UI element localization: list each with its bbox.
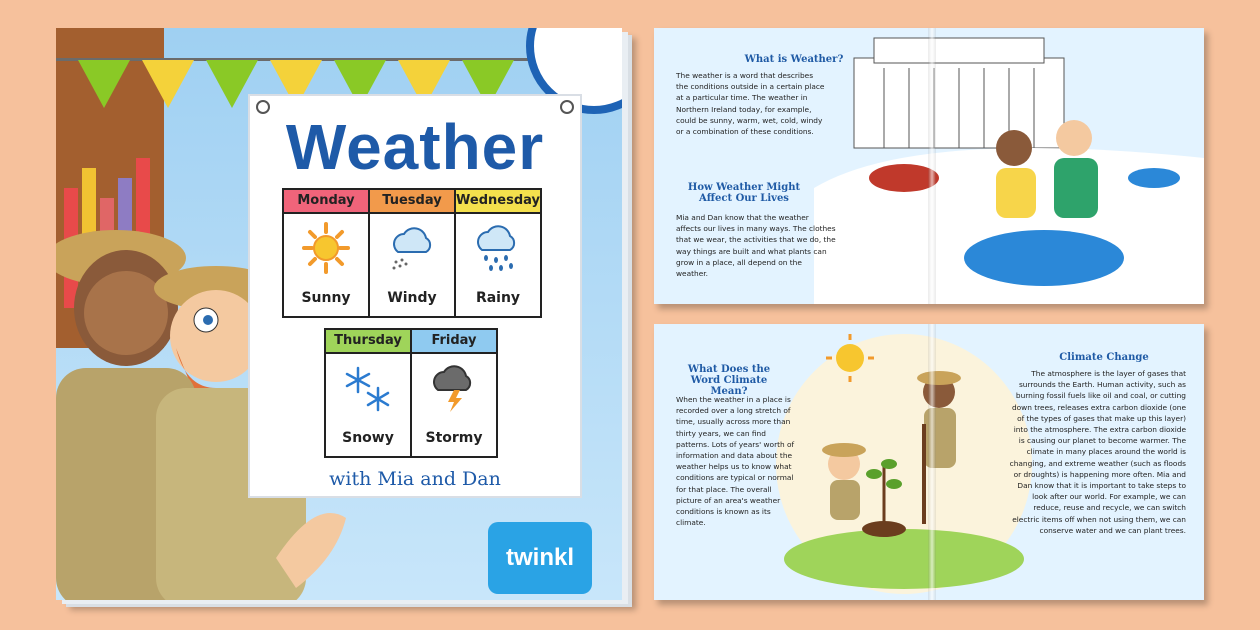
day-condition: Snowy [342,430,394,446]
day-card-thursday [324,328,412,458]
day-condition: Windy [387,290,437,306]
text-how-weather-affects: Mia and Dan know that the weather affects our lives in many ways. The clothes that we wear, the activities that we do, the way things are built and what plants can grow in a place, all depend on the weather. [676,213,836,279]
storm-cloud-icon [430,362,478,414]
day-condition: Sunny [301,290,351,306]
windy-cloud-icon [388,222,436,274]
weather-poster [248,94,582,498]
day-card-wednesday [454,188,542,318]
day-card-tuesday [368,188,456,318]
day-condition: Stormy [425,430,483,446]
day-name: Friday [412,330,496,354]
heading-climate-meaning: What Does the Word Climate Mean? [687,364,771,397]
heading-what-is-weather: What is Weather? [744,54,844,65]
twinkl-logo: twinkl [488,522,592,594]
spread-climate [654,324,1204,600]
day-card-monday [282,188,370,318]
tree-planting-illustration [774,324,1044,600]
spread-what-is-weather [654,28,1204,304]
cover-page [56,28,622,600]
day-name: Wednesday [456,190,540,214]
text-what-is-weather: The weather is a word that describes the conditions outside in a certain place at a particular time. The weather in Northern Ireland today, for example, could be sunny, warm, wet, cold, windy or a combination of these conditions. [676,71,825,137]
day-card-friday [410,328,498,458]
cover-title: Weather [285,111,545,183]
snowflake-icon [344,362,392,414]
cover-subtitle: with Mia and Dan [329,468,501,490]
day-condition: Rainy [475,290,521,306]
heading-climate-change: Climate Change [1059,352,1149,363]
sledging-illustration [814,28,1204,304]
rain-cloud-icon [474,222,522,274]
day-name: Thursday [326,330,410,354]
day-name: Tuesday [370,190,454,214]
day-name: Monday [284,190,368,214]
sun-icon [302,222,350,274]
heading-how-weather-affects: How Weather Might Affect Our Lives [687,182,801,204]
text-climate-change: The atmosphere is the layer of gases that surrounds the Earth. Human activity, such as burning fossil fuels like oil and coal, or cutting down trees, releases extra carbon dioxide (one of the types of gases that make up this layer) into the atmosphere. The extra carbon dioxide is causing our planet to become warmer. The climate in many places around the world is changing, and extreme weather (such as floods or droughts) is happening more often. Mia and Dan know that it is important to take steps to look after our world. For example, we can reduce, reuse and recycle, we can switch electric items off when not using them, we can conserve water and we can plant trees. [1009,369,1186,535]
text-climate-meaning: When the weather in a place is recorded over a long stretch of time, usually across more than thirty years, we can find patterns. Lots of years' worth of information and data about the weather helps us to know what conditions are typical or normal for that place. The overall picture of an area's weather conditions is known as its climate. [676,395,795,528]
